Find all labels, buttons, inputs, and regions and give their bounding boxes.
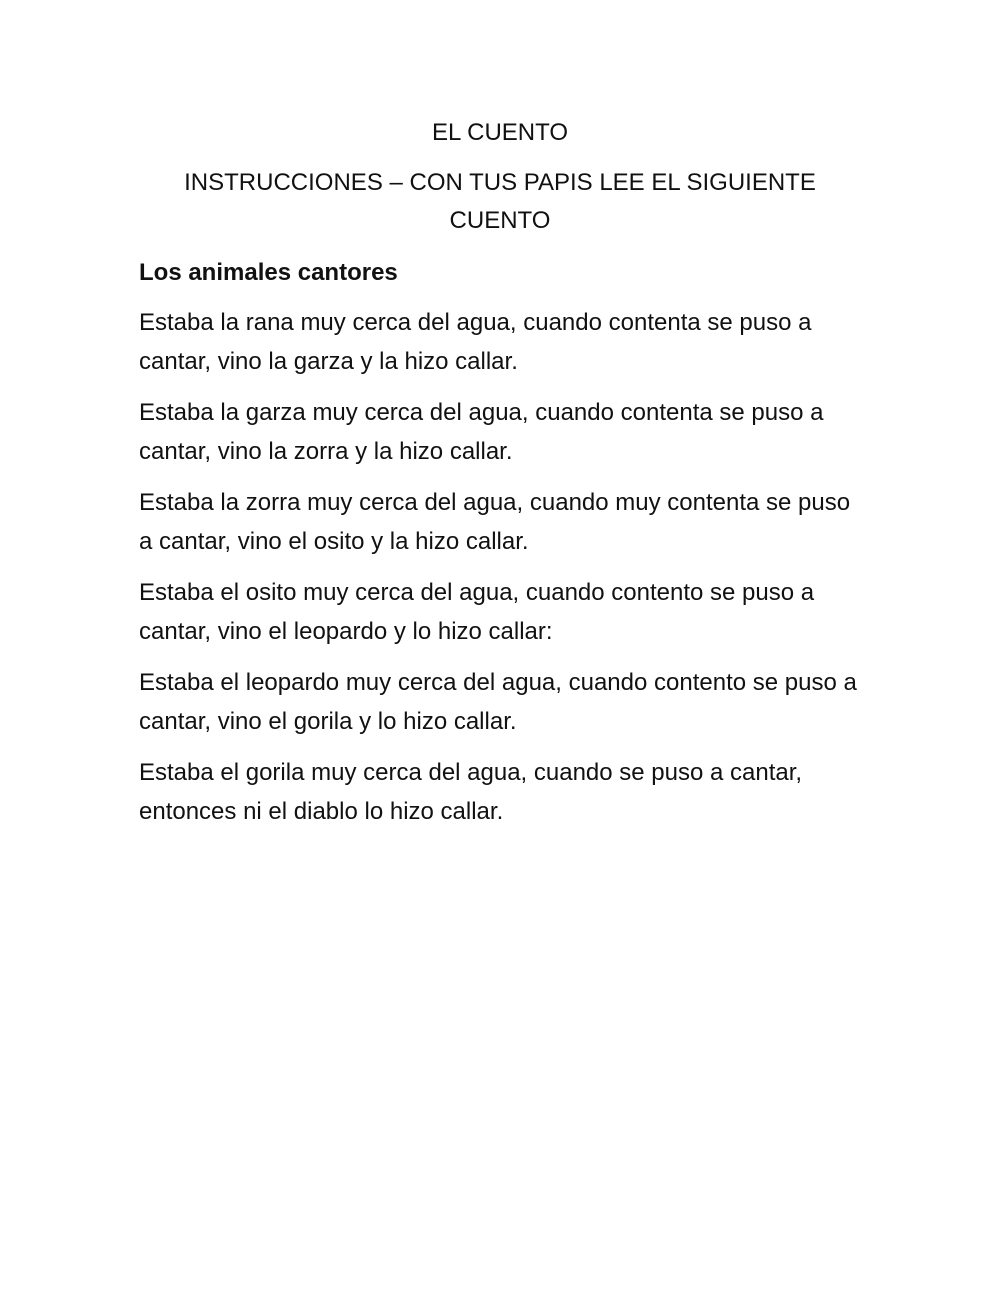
document-content — [139, 114, 861, 844]
story-paragraph-6: Estaba el gorila muy cerca del agua, cuando se puso a cantar, entonces ni el diablo lo hizo callar. — [139, 759, 803, 825]
document-title: EL CUENTO — [431, 119, 569, 146]
story-paragraph-3: Estaba la zorra muy cerca del agua, cuando muy contenta se puso a cantar, vino el osito y la hizo callar. — [139, 489, 851, 555]
instructions-text: INSTRUCCIONES – CON TUS PAPIS LEE EL SIGUIENTE CUENTO — [184, 169, 816, 234]
story-title: Los animales cantores — [139, 259, 398, 286]
story-paragraph-2: Estaba la garza muy cerca del agua, cuando contenta se puso a cantar, vino la zorra y la hizo callar. — [139, 399, 824, 465]
story-paragraph-1: Estaba la rana muy cerca del agua, cuando contenta se puso a cantar, vino la garza y la hizo callar. — [139, 309, 812, 375]
story-paragraph-5: Estaba el leopardo muy cerca del agua, cuando contento se puso a cantar, vino el gorila y lo hizo callar. — [139, 669, 857, 735]
story-paragraph-4: Estaba el osito muy cerca del agua, cuando contento se puso a cantar, vino el leopardo y lo hizo callar: — [139, 579, 815, 645]
